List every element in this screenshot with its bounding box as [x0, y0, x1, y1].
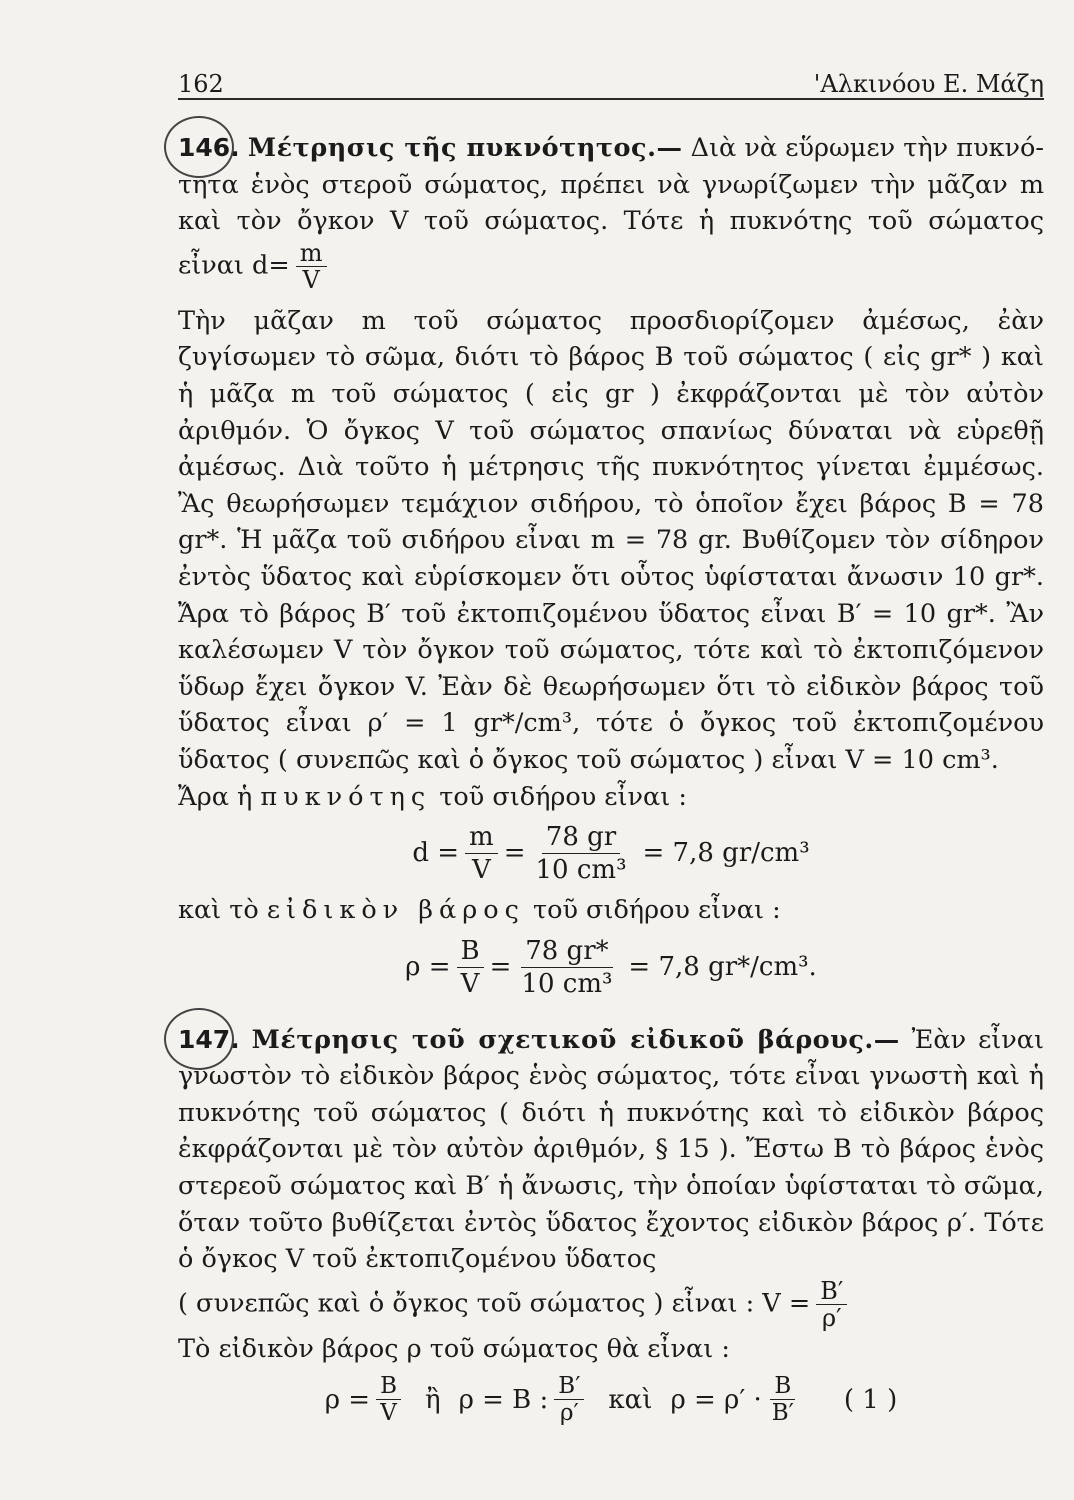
- section-146-line3: τὸν ὄγκον V τοῦ σώματος. Τότε ἡ πυκνότης τοῦ σώματος εἶναι d=: [178, 206, 1044, 281]
- formula-fraction: $\frac{78 gr}{\text{10 cm³}}$: [535, 822, 627, 886]
- section-147-volume-line: ( συνεπῶς καὶ ὁ ὄγκος τοῦ σώματος ) εἶναι : V = $\frac{B'}{\rho'}$: [178, 1278, 1044, 1331]
- section-146-paragraph-4: καὶ τὸ εἰδικὸν βάρος τοῦ σιδήρου εἶναι :: [178, 895, 781, 926]
- section-147-number: 147.: [178, 1022, 240, 1059]
- running-head: 'Αλκινόου Ε. Μάζη: [813, 70, 1044, 98]
- section-147-title: Μέτρησις τοῦ σχετικοῦ εἰδικοῦ βάρους.—: [251, 1024, 900, 1055]
- specific-weight-term: εἰδικὸν βάρος: [266, 895, 525, 926]
- pencil-circle-mark: [164, 1008, 234, 1070]
- page-header: [178, 62, 1044, 100]
- equation-number: ( 1 ): [843, 1384, 898, 1415]
- section-147-paragraph-2: Τὸ εἰδικὸν βάρος ρ τοῦ σώματος θὰ εἶναι :: [178, 1333, 730, 1364]
- formula-fraction: $\frac{B}{V}$: [457, 935, 484, 1000]
- section-146-paragraph-2: Τὴν μᾶζαν m τοῦ σώματος προσδιορίζομεν ἀμέσως, ἐὰν ζυγίσωμεν τὸ σῶμα, διότι τὸ βάρος B τοῦ σώματος ( εἰς gr* ) καὶ ἡ μᾶζα m τοῦ σώματος ( εἰς gr ) ἐκφράζονται μὲ τὸν αὐτὸν ἀριθμόν. Ὁ ὄγκος V τοῦ σώματος σπανίως δύναται νὰ εὑρεθῇ ἀμέσως. Διὰ τοῦτο ἡ μέτρησις τῆς πυκνότητος γίνεται ἐμμέσως. Ἂς θεωρήσωμεν τεμάχιον σιδήρου, τὸ ὁποῖον ἔχει βάρος B = 78 gr*. Ἡ μᾶζα τοῦ σιδήρου εἶναι m = 78 gr. Βυθίζομεν τὸν σίδηρον ἐντὸς ὕδατος καὶ εὑρίσκομεν ὅτι οὗτος ὑφίσταται ἄνωσιν 10 gr*. Ἄρα τὸ βάρος B′ τοῦ ἐκτοπιζομένου ὕδατος εἶναι B′ = 10 gr*. Ἂν καλέσωμεν V τὸν ὄγκον τοῦ σώματος, τότε καὶ τὸ ἐκτοπιζόμενον ὕδωρ ἔχει ὄγκον V. Ἐὰν δὲ θεωρήσωμεν ὅτι τὸ εἰδικὸν βάρος τοῦ ὕδατος εἶναι ρ′ = 1 gr*/cm³, τότε ὁ ὄγκος τοῦ ἐκτοπιζομένου ὕδατος ( συνεπῶς καὶ ὁ ὄγκος τοῦ σώματος ) εἶναι V = 10 cm³.: [178, 305, 1044, 775]
- pencil-circle-mark: [164, 116, 234, 178]
- page-body: [178, 130, 1044, 1432]
- density-formula: d = $\frac{m}{V}$ = $\frac{78 gr}{\text{10 cm³}}$ = 7,8 gr/cm³: [412, 822, 810, 886]
- formula-fraction: $\frac{B'}{\rho'}$: [554, 1373, 584, 1426]
- formula-fraction: $\frac{78 gr*}{\text{10 cm³}}$: [521, 935, 613, 999]
- section-146-line2: τητα ἑνὸς στεροῦ σώματος, πρέπει νὰ γνωρίζωμεν τὴν μᾶζαν m καὶ: [178, 169, 1044, 237]
- density-inline-fraction: $\frac{m}{V}$: [296, 240, 327, 293]
- density-term: πυκνότης: [260, 781, 432, 812]
- formula-fraction: $\frac{B}{V}$: [376, 1373, 401, 1426]
- section-146-line1: Διὰ νὰ εὕρωμεν τὴν πυκνό-: [682, 133, 1044, 163]
- section-146-heading-paragraph: [178, 130, 1044, 293]
- volume-fraction: $\frac{B'}{\rho'}$: [816, 1278, 847, 1331]
- section-147-paragraph-1: 147. Μέτρησις τοῦ σχετικοῦ εἰδικοῦ βάρους.— Ἐὰν εἶναι γνωστὸν τὸ εἰδικὸν βάρος ἑνὸς σώματος, τότε εἶναι γνωστὴ καὶ ἡ πυκνότης τοῦ σώματος ( διότι ἡ πυκνότης καὶ τὸ εἰδικὸν βάρος ἐκφράζονται μὲ τὸν αὐτὸν ἀριθμόν, § 15 ). Ἔστω B τὸ βάρος ἑνὸς στερεοῦ σώματος καὶ B′ ἡ ἄνωσις, τὴν ὁποίαν ὑφίσταται τὸ σῶμα, ὅταν τοῦτο βυθίζεται ἐντὸς ὕδατος ἔχοντος εἰδικὸν βάρος ρ′. Τότε ὁ ὄγκος V τοῦ ἐκτοπιζομένου ὕδατος: [178, 1022, 1044, 1278]
- section-146-paragraph-3: Ἄρα ἡ πυκνότης τοῦ σιδήρου εἶναι :: [178, 781, 687, 812]
- section-146-title: Μέτρησις τῆς πυκνότητος.—: [247, 133, 683, 163]
- page-number: 162: [178, 70, 224, 98]
- section-146-number: 146.: [178, 130, 240, 167]
- relative-specific-weight-formula: ρ = $\frac{B}{V}$ ἢ ρ = B : $\frac{B'}{\rho'}$ καὶ ρ = ρ′ · $\frac{B}{B'}$ ( 1 ): [324, 1373, 898, 1427]
- formula-fraction: $\frac{B}{B'}$: [771, 1373, 794, 1427]
- formula-fraction: $\frac{m}{V}$: [465, 821, 498, 886]
- specific-weight-formula: ρ = $\frac{B}{V}$ = $\frac{78 gr*}{\text{10 cm³}}$ = 7,8 gr*/cm³.: [405, 935, 817, 999]
